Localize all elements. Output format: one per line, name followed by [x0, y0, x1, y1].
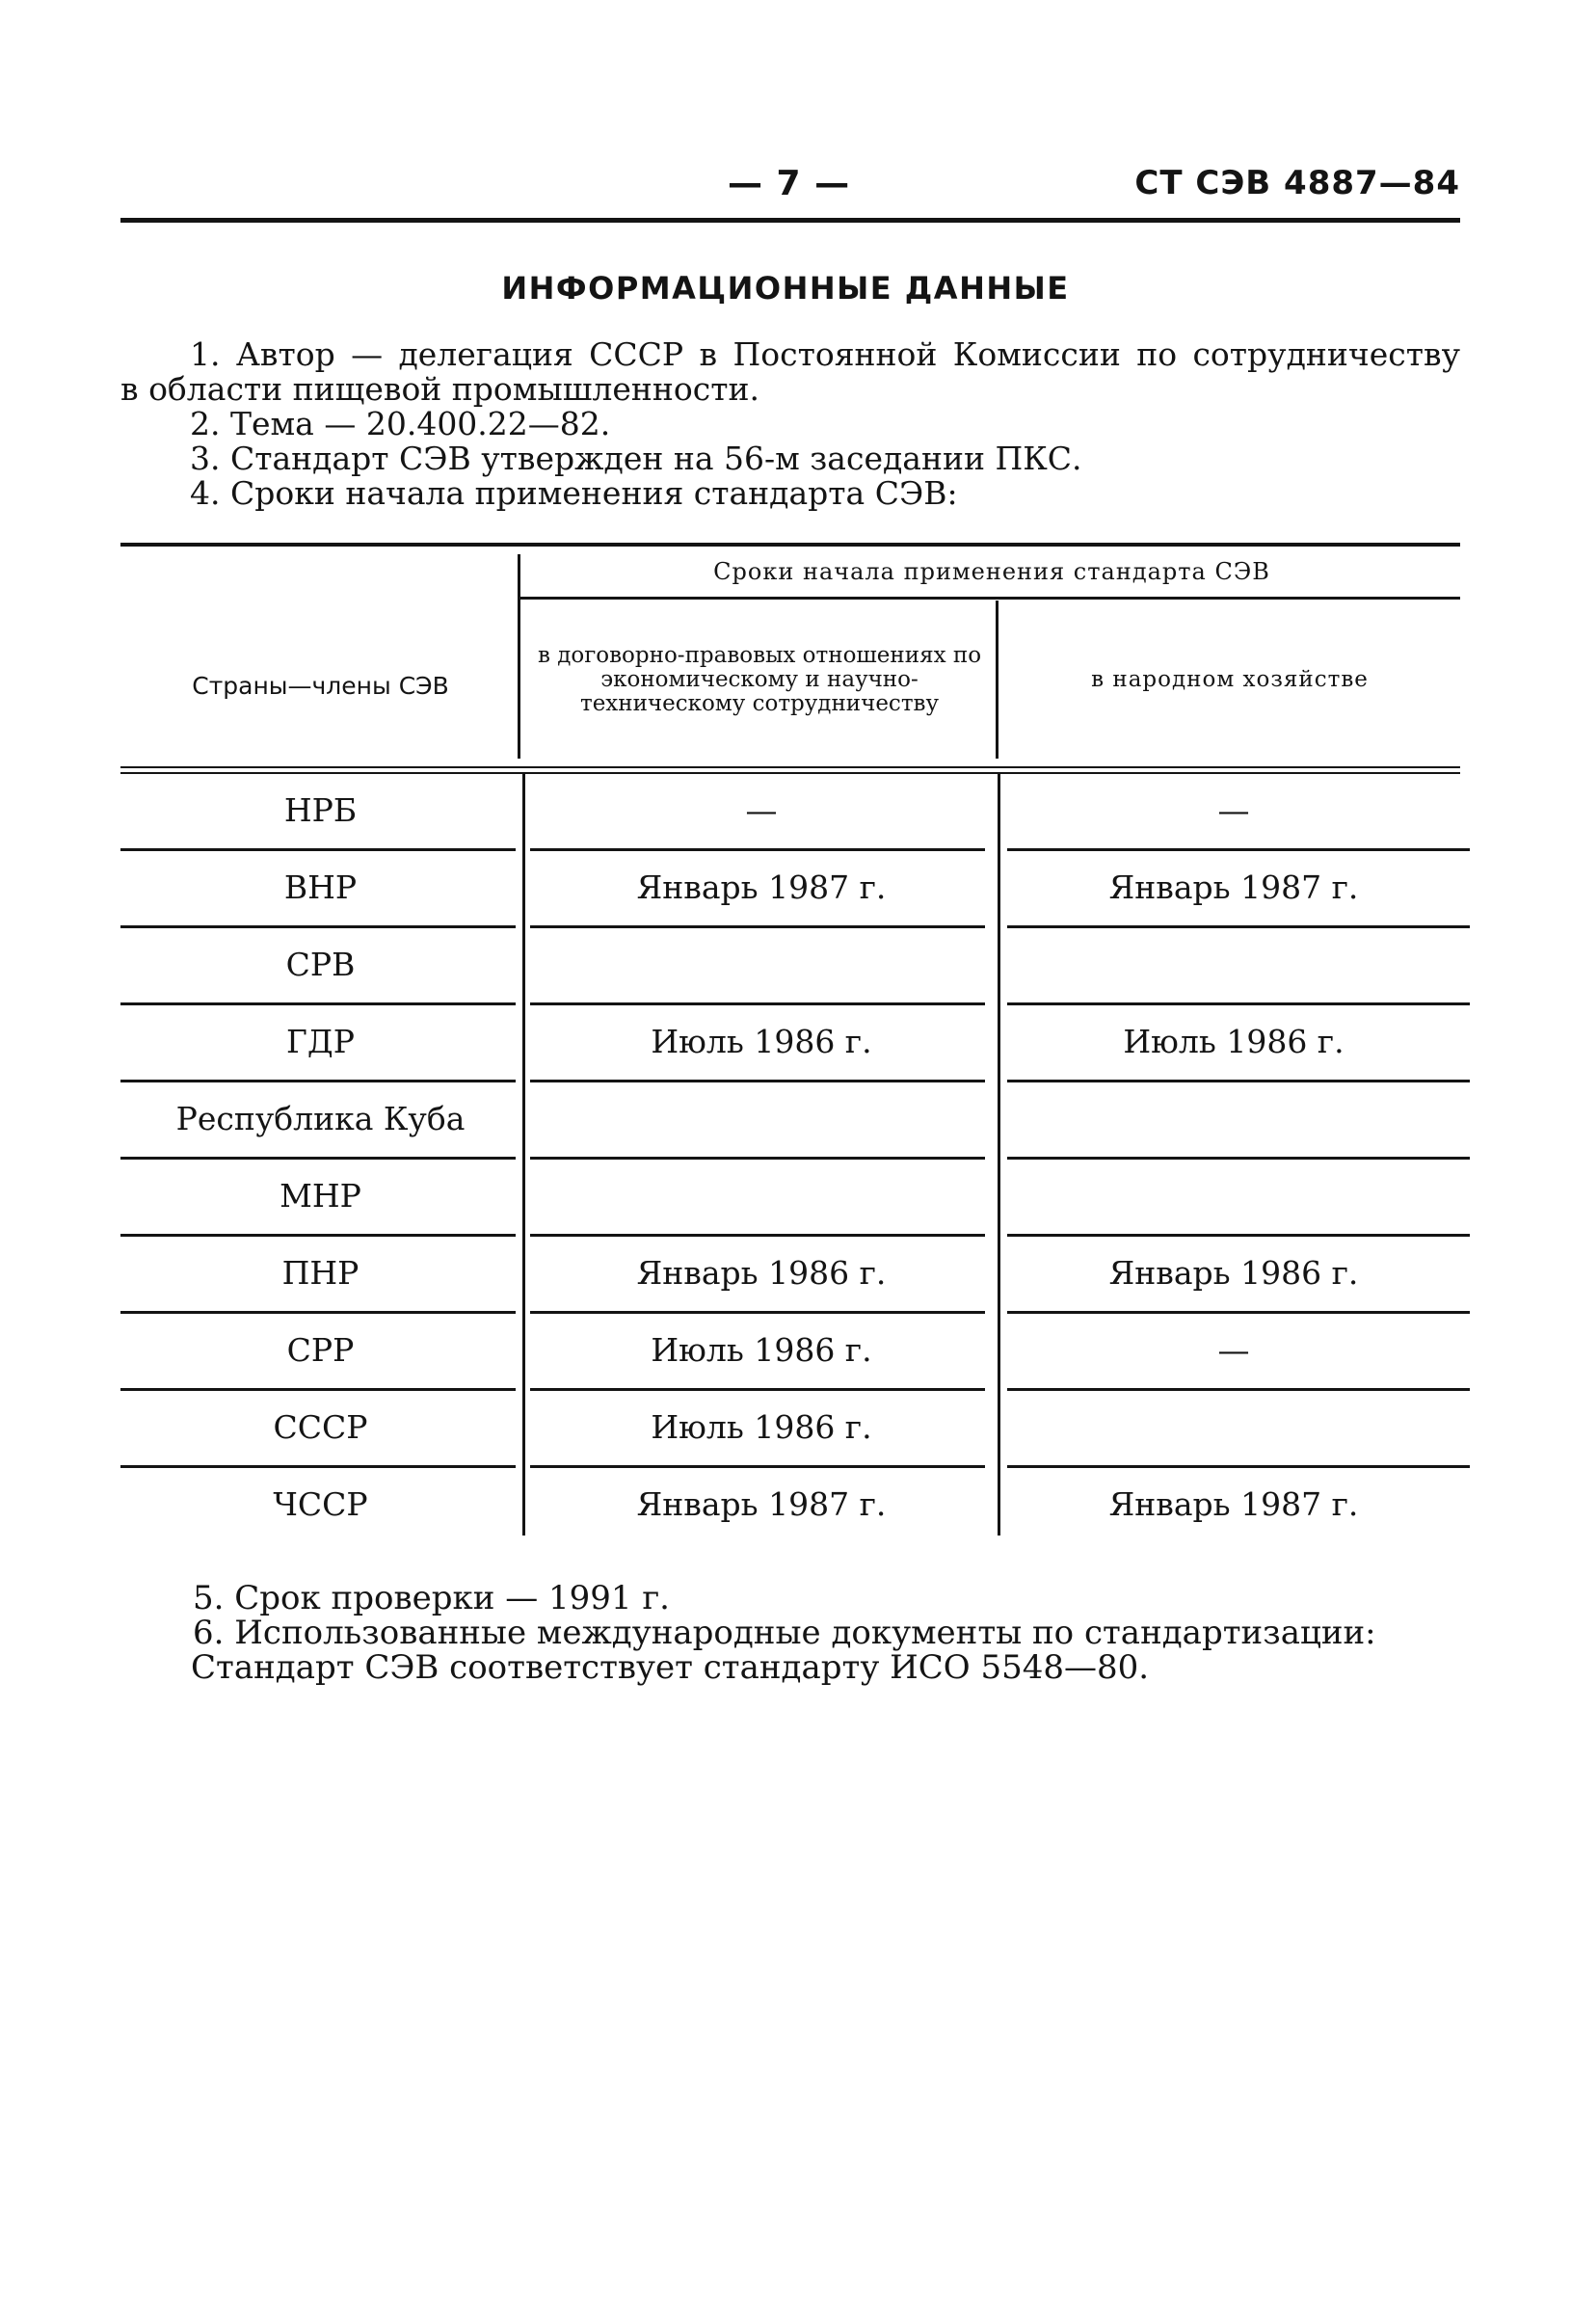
info-item-approval: 3. Стандарт СЭВ утвержден на 56-м заседании ПКС.: [190, 440, 1082, 477]
info-item-intl-docs: 6. Использованные международные документы по стандартизации:: [193, 1614, 1376, 1652]
cell-economy-date: —: [1217, 1330, 1250, 1369]
cell-economy-date: Июль 1986 г.: [1123, 1022, 1345, 1060]
section-title: ИНФОРМАЦИОННЫЕ ДАННЫЕ: [501, 270, 1070, 307]
column-header-group: Сроки начала применения стандарта СЭВ: [713, 558, 1270, 585]
header-group-rule: [520, 597, 1460, 600]
table-row: [120, 1082, 1470, 1160]
cell-economy-date: [1007, 1391, 1460, 1462]
cell-contract-date: Июль 1986 г.: [651, 1022, 872, 1060]
table-row: [120, 774, 1470, 851]
info-item-dates-intro: 4. Сроки начала применения стандарта СЭВ:: [190, 474, 958, 512]
cell-contract-date: [530, 1082, 993, 1154]
cell-economy-date: [1007, 928, 1460, 1000]
cell-economy-date: Январь 1986 г.: [1108, 1253, 1359, 1292]
cell-economy-date: [1007, 1082, 1460, 1154]
cell-economy-date: [1007, 1160, 1460, 1231]
cell-contract-date: [530, 928, 993, 1000]
table-row: [120, 1314, 1470, 1391]
cell-country: ВНР: [283, 868, 358, 906]
info-item-author: 1. Автор — делегация СССР в Постоянной Комиссии по сотрудничеству: [190, 335, 1460, 373]
cell-country: СРР: [286, 1330, 355, 1369]
column-header-contract: в договорно-правовых отношениях по экономическому и научно-техническому сотрудничеству: [537, 642, 982, 716]
cell-country: Республика Куба: [175, 1099, 466, 1137]
info-item-author-cont: в области пищевой промышленности.: [120, 370, 759, 408]
table-row: [120, 1005, 1470, 1082]
cell-contract-date: Январь 1987 г.: [636, 1484, 887, 1523]
document-code: СТ СЭВ 4887—84: [1134, 164, 1460, 202]
table-row: [120, 928, 1470, 1005]
cell-economy-date: Январь 1987 г.: [1108, 868, 1359, 906]
table-row: [120, 1237, 1470, 1314]
page-number: — 7 —: [728, 164, 851, 203]
cell-contract-date: Январь 1987 г.: [636, 868, 887, 906]
table-row: [120, 1160, 1470, 1237]
info-list: [120, 337, 1460, 511]
cell-economy-date: —: [1217, 790, 1250, 829]
header-subdivider: [996, 601, 999, 759]
cell-economy-date: Январь 1987 г.: [1108, 1484, 1359, 1523]
cell-contract-date: Июль 1986 г.: [651, 1407, 872, 1446]
cell-contract-date: [530, 1160, 993, 1231]
info-item-review: 5. Срок проверки — 1991 г.: [193, 1579, 670, 1617]
info-item-topic: 2. Тема — 20.400.22—82.: [190, 405, 611, 442]
cell-country: СРВ: [285, 945, 356, 983]
cell-country: ЧССР: [273, 1484, 368, 1523]
table-row: [120, 1468, 1470, 1545]
cell-country: ПНР: [281, 1253, 359, 1292]
cell-contract-date: —: [745, 790, 778, 829]
cell-country: ГДР: [286, 1022, 355, 1060]
header-rule: [120, 218, 1460, 223]
table-row: [120, 1391, 1470, 1468]
cell-country: МНР: [280, 1176, 361, 1215]
table-body: [120, 774, 1470, 1545]
header-divider: [518, 554, 520, 759]
column-header-economy: в народном хозяйстве: [1091, 667, 1369, 692]
footer-list: [193, 1581, 1465, 1685]
cell-country: НРБ: [283, 790, 358, 829]
column-header-countries: Страны—члены СЭВ: [192, 672, 449, 700]
info-item-intl-docs-detail: Стандарт СЭВ соответствует стандарту ИСО 5548—80.: [191, 1648, 1150, 1687]
running-header: [120, 164, 1460, 222]
cell-country: СССР: [273, 1407, 368, 1446]
header-double-rule: [120, 766, 1460, 768]
cell-contract-date: Январь 1986 г.: [636, 1253, 887, 1292]
cell-contract-date: Июль 1986 г.: [651, 1330, 872, 1369]
table-row: [120, 851, 1470, 928]
